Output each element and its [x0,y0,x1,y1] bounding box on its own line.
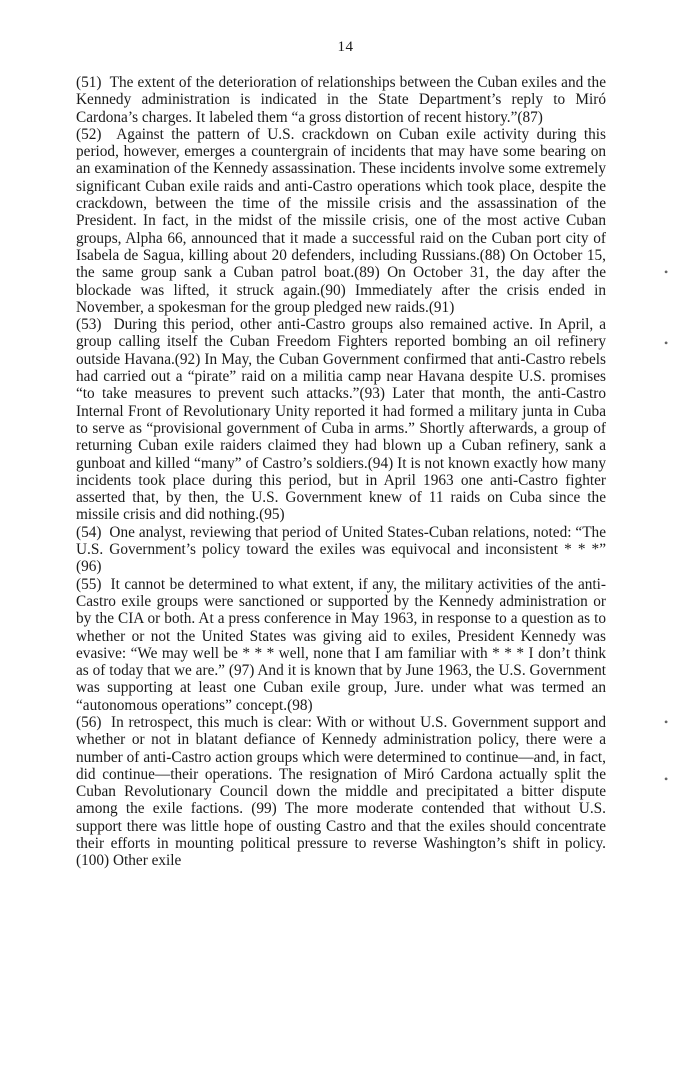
paragraph-number: (54) [76,523,102,541]
paragraph-text: During this period, other anti-Castro groups also remained active. In April, a group calling itself the Cuban Freedom Fighters reported bombing an oil refinery outside Havana.(92) In May, the Cuban Government confirmed that anti-Castro rebels had carried out a “pirate” raid on a militia camp near Havana despite U.S. promises “to take measures to prevent such attacks.”(93) Later that month, the anti-Castro Internal Front of Revolutionary Unity reported it had formed a military junta in Cuba to serve as “provisional government of Cuba in arms.” Shortly afterwards, a group of returning Cuban exile raiders claimed they had blown up a Cuban refinery, sank a gunboat and killed “many” of Castro’s soldiers.(94) It is not known exactly how many incidents took place during this period, but in April 1963 one anti-Castro fighter asserted that, by then, the U.S. Government knew of 11 raids on Cuba since the missile crisis and did nothing.(95) [76,316,607,524]
paragraph-51 [76,74,606,126]
paragraph-text: It cannot be determined to what extent, if any, the military activities of the anti-Castro exile groups were sanctioned or supported by the Kennedy administration or by the CIA or both. At a press conference in May 1963, in response to a question as to whether or not the United States was giving aid to exiles, President Kennedy was evasive: “We may well be * * * well, none that I am familiar with * * * I don’t think as of today that we are.” (97) And it is known that by June 1963, the U.S. Government was supporting at least one Cuban exile group, Jure. under what was termed an “autonomous operations” concept.(98) [76,575,606,714]
paragraph-55 [76,576,606,714]
paragraph-54 [76,524,606,576]
paragraph-53 [76,316,606,524]
margin-speck: • [664,715,669,729]
paragraph-number: (53) [76,316,102,334]
paragraph-text: Against the pattern of U.S. crackdown on Cuban exile activity during this period, however, emerges a countergrain of incidents that may have some bearing on an examination of the Kennedy assassination. These incidents involve some extremely significant Cuban exile raids and anti-Castro operations which took place, despite the crackdown, between the time of the missile crisis and the assassination of the President. In fact, in the midst of the missile crisis, one of the most active Cuban groups, Alpha 66, announced that it made a successful raid on the Cuban port city of Isabela de Sagua, killing about 20 defenders, including Russians.(88) On October 15, the same group sank a Cuban patrol boat.(89) On October 31, the day after the blockade was lifted, it struck again.(90) Immediately after the crisis ended in November, a spokesman for the group pledged new raids.(91) [76,125,606,316]
body-text [76,74,606,870]
paragraph-number: (52) [76,125,102,143]
margin-speck: • [664,265,669,279]
paragraph-56 [76,714,606,870]
margin-speck: • [664,336,669,350]
page-number: 14 [337,39,354,55]
paragraph-number: (56) [76,713,102,731]
paragraph-number: (51) [76,74,102,91]
paragraph-52 [76,126,606,316]
paragraph-text: The extent of the deterioration of relationships between the Cuban exiles and the Kennedy administration is indicated in the State Department’s reply to Miró Cardona’s charges. It labeled them “a gross distortion of recent history.”(87) [76,74,606,126]
paragraph-text: One analyst, reviewing that period of United States-Cuban relations, noted: “The U.S. Government’s policy toward the exiles was equivocal and inconsistent * * *” (96) [76,523,606,576]
paragraph-number: (55) [76,575,102,593]
margin-speck: • [664,772,669,786]
paragraph-text: In retrospect, this much is clear: With or without U.S. Government support and whether or not in blatant defiance of Kennedy administration policy, there were a number of anti-Castro action groups which were determined to continue—and, in fact, did continue—their operations. The resignation of Miró Cardona actually split the Cuban Revolutionary Council down the middle and precipitated a bitter dispute among the exile factions. (99) The more moderate contended that without U.S. support there was little hope of ousting Castro and that the exiles should concentrate their efforts in mounting political pressure to reverse Washington’s shift in policy. (100) Other exile [76,713,606,870]
